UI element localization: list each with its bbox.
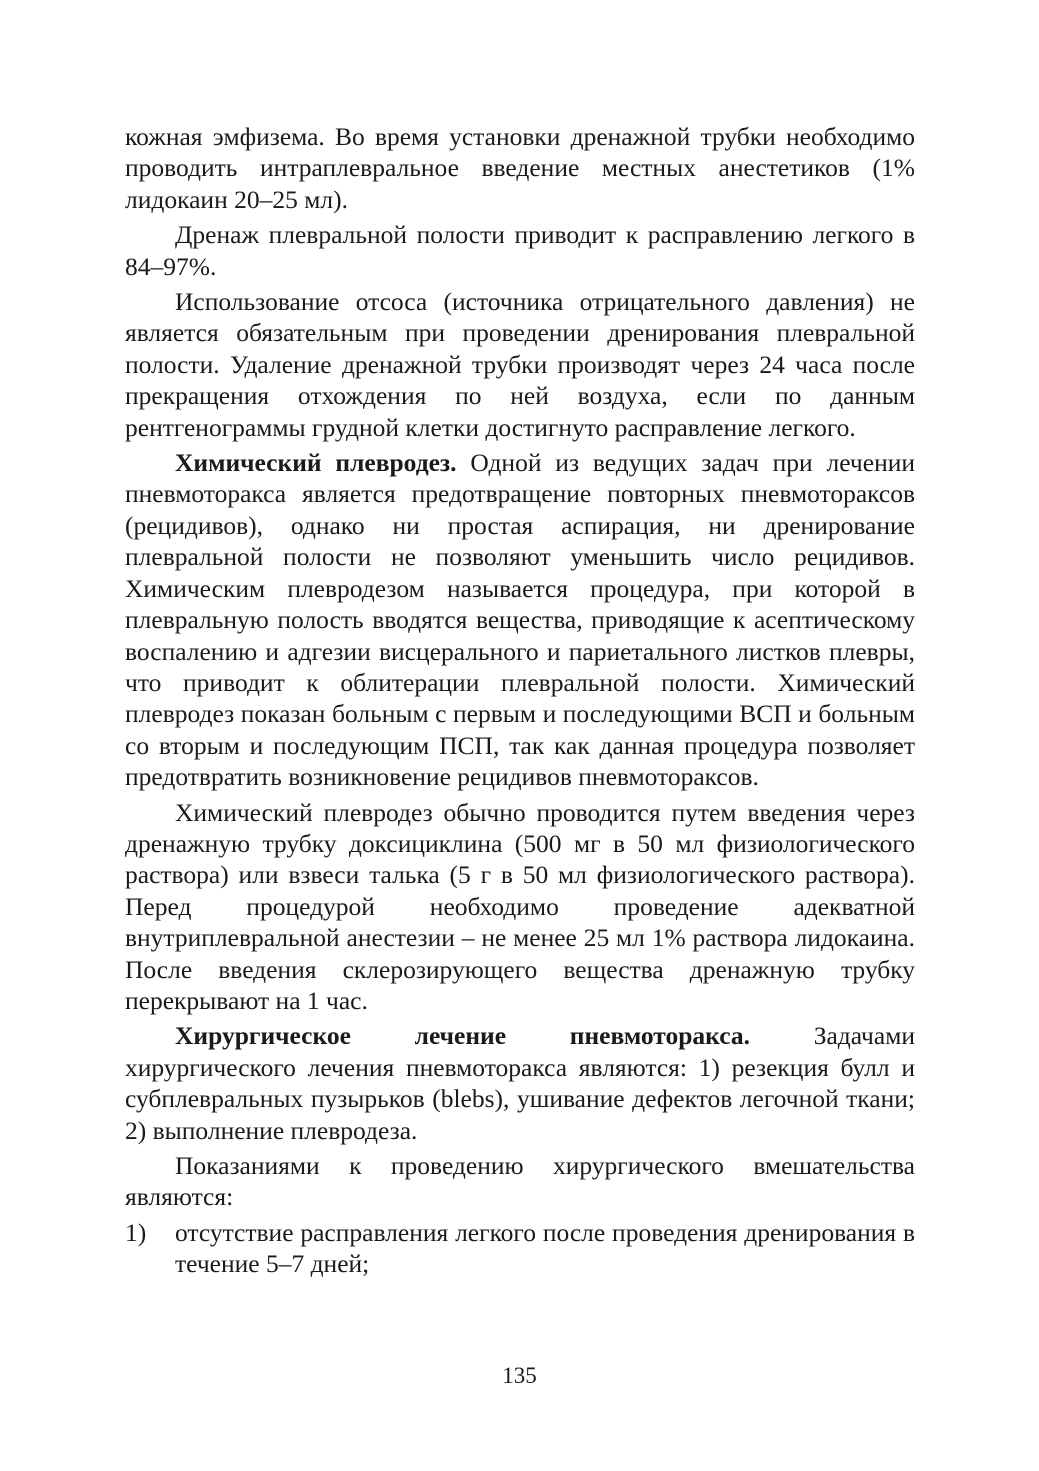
section-heading-surgical-treatment: Хирургическое лечение пневмоторакса. (175, 1021, 750, 1051)
section-heading-chemical-pleurodesis: Химический плевродез. (175, 448, 457, 478)
paragraph-text: кожная эмфизема. Во время установки дренажной трубки необходимо проводить интраплевральное введение местных анестетиков (1% лидокаин 20–25 мл). (125, 122, 915, 214)
paragraph-text: Одной из ведущих задач при лечении пневмоторакса является предотвращение повторных пневмотораксов (рецидивов), однако ни простая аспирация, ни дренирование плевральной полости не позволяют уменьшить число рецидивов. Химическим плевродезом называется процедура, при которой в плевральную полость вводятся вещества, приводящие к асептическому воспалению и адгезии висцерального и париетального листков плевры, что приводит к облитерации плевральной полости. Химический плевродез показан больным с первым и последующими ВСП и больным со вторым и последующим ПСП, так как данная процедура позволяет предотвратить возникновение рецидивов пневмотораксов. (125, 448, 916, 792)
indications-list (125, 1217, 915, 1280)
paragraph-suction (125, 286, 915, 443)
paragraph-chemical-pleurodesis (125, 447, 915, 792)
paragraph-indications (125, 1150, 915, 1213)
paragraph-surgical-treatment (125, 1020, 915, 1146)
paragraph-text: Использование отсоса (источника отрицательного давления) не является обязательным при проведении дренирования плевральной полости. Удаление дренажной трубки производят через 24 часа после прекращения отхождения по ней воздуха, если по данным рентгенограммы грудной клетки достигнуто расправление легкого. (125, 287, 915, 442)
paragraph-text: Задачами хирургического лечения пневмоторакса являются: 1) резекция булл и субплевральных пузырьков (blebs), ушивание дефектов легочной ткани; 2) выполнение плевродеза. (125, 1021, 915, 1145)
list-item-number: 1) (125, 1217, 147, 1247)
paragraph-emphysema (125, 121, 915, 215)
paragraph-text: Показаниями к проведению хирургического вмешательства являются: (125, 1151, 915, 1212)
list-item-text: отсутствие расправления легкого после проведения дренирования в течение 5–7 дней; (175, 1217, 915, 1279)
paragraph-drainage-result (125, 219, 915, 282)
paragraph-text: Дренаж плевральной полости приводит к расправлению легкого в 84–97%. (125, 220, 915, 281)
paragraph-pleurodesis-method (125, 797, 915, 1017)
paragraph-text: Химический плевродез обычно проводится путем введения через дренажную трубку доксициклина (500 мг в 50 мл физиологического раствора) или взвеси талька (5 г в 50 мл физиологического раствора). Перед процедурой необходимо проведение адекватной внутриплевральной анестезии – не менее 25 мл 1% раствора лидокаина. После введения склерозирующего вещества дренажную трубку перекрывают на 1 час. (125, 797, 915, 1015)
body-text (125, 121, 915, 1280)
list-item (125, 1217, 915, 1280)
page-number: 135 (502, 1363, 537, 1388)
